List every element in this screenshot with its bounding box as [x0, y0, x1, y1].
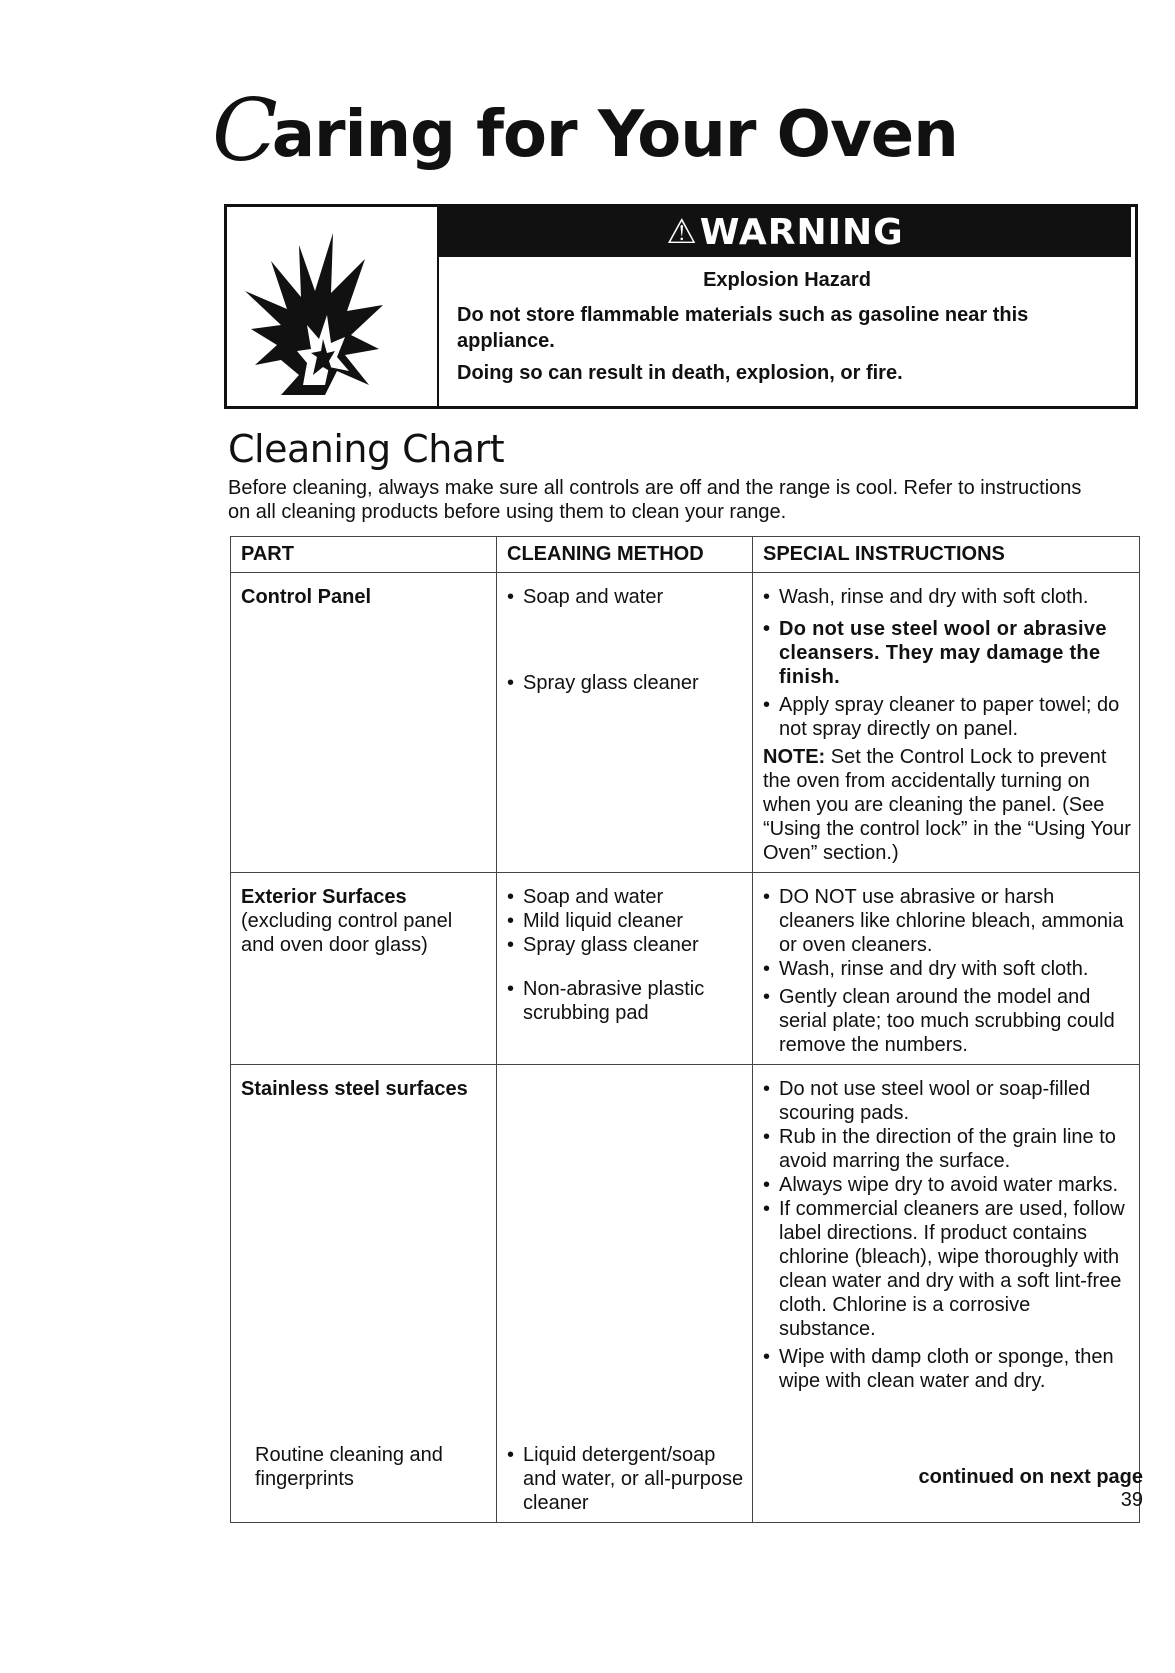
- instruction-item: • Do not use steel wool or soap-filled scouring pads.: [763, 1077, 1131, 1125]
- method-item: • Spray glass cleaner: [507, 671, 744, 695]
- page-title: [212, 81, 958, 181]
- table-header-row: [231, 537, 1140, 573]
- instruction-item: • Wash, rinse and dry with soft cloth.: [763, 957, 1131, 981]
- column-header-part: PART: [231, 537, 497, 573]
- part-name: Exterior Surfaces: [241, 886, 407, 908]
- warning-banner-label: WARNING: [699, 211, 904, 253]
- part-cell: [231, 573, 497, 873]
- instructions-cell: [753, 573, 1140, 873]
- part-name: Stainless steel surfaces: [241, 1078, 468, 1100]
- part-cell: [231, 1065, 497, 1523]
- instruction-item: • Apply spray cleaner to paper towel; do not spray directly on panel.: [763, 693, 1131, 741]
- method-item: • Soap and water: [507, 885, 744, 909]
- method-cell: [497, 1065, 753, 1523]
- warning-line-2: Doing so can result in death, explosion, or fire.: [457, 362, 903, 384]
- note-label: NOTE:: [763, 746, 826, 768]
- method-list: [507, 585, 744, 695]
- cleaning-chart-table: [230, 536, 1140, 1523]
- note-paragraph: [763, 745, 1131, 865]
- warning-content: [437, 207, 1135, 406]
- table-row: [231, 873, 1140, 1065]
- part-subitem: Routine cleaning and fingerprints: [255, 1444, 443, 1490]
- warning-triangle-icon: ⚠: [666, 212, 698, 252]
- method-cell: [497, 873, 753, 1065]
- part-name: Control Panel: [241, 586, 372, 608]
- instructions-list: [763, 885, 1131, 1057]
- page-number: 39: [1120, 1489, 1143, 1511]
- instruction-item: • Always wipe dry to avoid water marks.: [763, 1173, 1131, 1197]
- method-list: [507, 1443, 744, 1515]
- instruction-item: • If commercial cleaners are used, follow label directions. If product contains chlorine (bleach), wipe thoroughly with clean water and dry with a soft lint-free cloth. Chlorine is a corrosive substance.: [763, 1197, 1131, 1341]
- method-item: • Soap and water: [507, 585, 744, 609]
- instruction-item: • Wash, rinse and dry with soft cloth.: [763, 585, 1131, 609]
- instruction-item: • Do not use steel wool or abrasive cleansers. They may damage the finish.: [763, 617, 1131, 689]
- instruction-item: • Gently clean around the model and serial plate; too much scrubbing could remove the numbers.: [763, 985, 1131, 1057]
- warning-banner: [439, 207, 1131, 257]
- instruction-item: • Wipe with damp cloth or sponge, then wipe with clean water and dry.: [763, 1345, 1131, 1393]
- method-item: • Liquid detergent/soap and water, or all-purpose cleaner: [507, 1443, 744, 1515]
- part-description: (excluding control panel and oven door glass): [241, 910, 453, 956]
- warning-hazard-title: Explosion Hazard: [703, 269, 871, 291]
- continued-note: continued on next page: [918, 1466, 1143, 1488]
- method-cell: [497, 573, 753, 873]
- explosion-icon: [241, 225, 386, 395]
- method-item: • Spray glass cleaner: [507, 933, 744, 957]
- method-list: [507, 885, 744, 1025]
- instructions-list: [763, 585, 1131, 741]
- part-cell: [231, 873, 497, 1065]
- warning-box: [224, 204, 1138, 409]
- cleaning-chart-heading: Cleaning Chart: [228, 427, 505, 471]
- page-title-rest: aring for Your Oven: [271, 98, 958, 172]
- warning-line-1: Do not store flammable materials such as gasoline near this appliance.: [457, 304, 1029, 352]
- note-text: Set the Control Lock to prevent the oven from accidentally turning on when you are cleaning the panel. (See “Using the control lock” in the “Using Your Oven” section.): [763, 746, 1131, 864]
- instructions-list: [763, 1077, 1131, 1393]
- instruction-item: • DO NOT use abrasive or harsh cleaners like chlorine bleach, ammonia or oven cleaners.: [763, 885, 1131, 957]
- method-item: • Mild liquid cleaner: [507, 909, 744, 933]
- instruction-item: • Rub in the direction of the grain line to avoid marring the surface.: [763, 1125, 1131, 1173]
- page-title-initial: C: [212, 81, 272, 181]
- cleaning-chart-intro: Before cleaning, always make sure all controls are off and the range is cool. Refer to instructions on all cleaning products before using them to clean your range.: [228, 477, 1082, 523]
- instructions-cell: [753, 1065, 1140, 1523]
- instructions-cell: [753, 873, 1140, 1065]
- column-header-instructions: SPECIAL INSTRUCTIONS: [753, 537, 1140, 573]
- table-row: [231, 573, 1140, 873]
- column-header-method: CLEANING METHOD: [497, 537, 753, 573]
- table-row: [231, 1065, 1140, 1523]
- method-item: • Non-abrasive plastic scrubbing pad: [507, 977, 744, 1025]
